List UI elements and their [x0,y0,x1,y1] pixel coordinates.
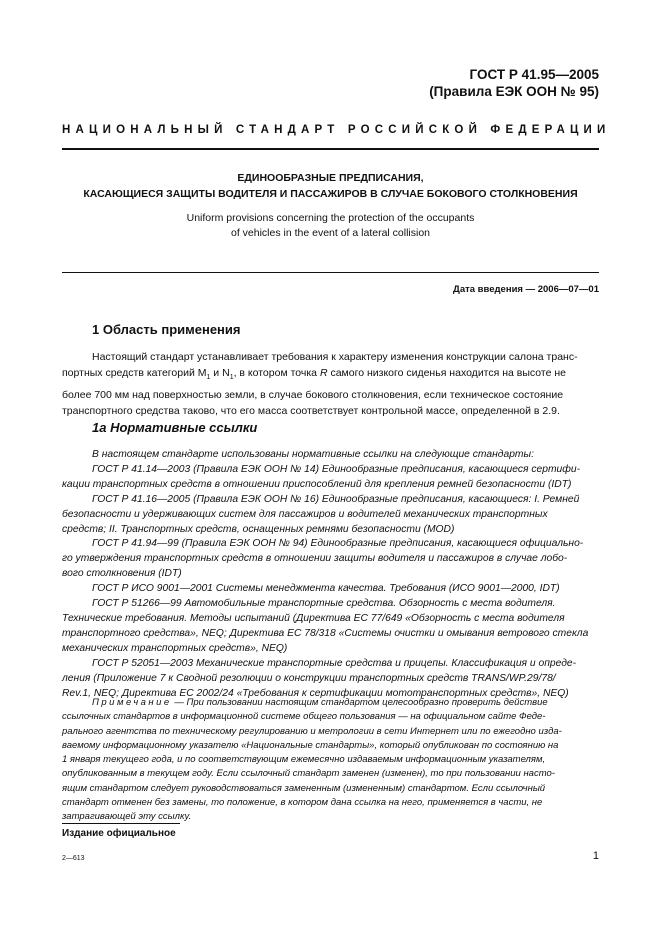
print-code: 2—613 [62,855,85,862]
title-en-line-2: of vehicles in the event of a lateral collision [230,227,431,239]
header-rule [62,148,599,150]
title-line-2: КАСАЮЩИЕСЯ ЗАЩИТЫ ВОДИТЕЛЯ И ПАССАЖИРОВ В СЛУЧАЕ БОКОВОГО СТОЛКНОВЕНИЯ [83,188,578,200]
title-ru [62,170,599,202]
section-1-paragraph: Настоящий стандарт устанавливает требования к характеру изменения конструкции салона транс- портных средств категорий $M_1$ и $N_1$, в котором точка R самого низкого сиденья находится на высоте не более 700 мм над поверхностью земли, в случае бокового столкновения, если техническое состояние транспортного средства таково, что его масса соответствует контрольной массе, определенной в 2.9. [62,351,578,417]
title-en [62,211,599,241]
reference-item: ГОСТ Р ИСО 9001—2001 Системы менеджмента качества. Требования (ИСО 9001—2000, IDT) [92,583,560,595]
note-label: Примечание [92,697,172,708]
reference-item: ГОСТ Р 51266—99 Автомобильные транспортные средства. Обзорность с места водителя. Технические требования. Методы испытаний (Директива ЕС 77/649 «Обзорность с места водителя транспортного средства», NEQ; Директива ЕС 78/318 «Системы очистки и омывания ветрового стекла механических транспортных средств», NEQ) [62,598,589,654]
regulation-code: (Правила ЕЭК ООН № 95) [429,84,599,99]
section-1-heading: 1 Область применения [92,322,241,337]
references-list [62,448,599,701]
title-rule [62,272,599,273]
national-standard-banner: НАЦИОНАЛЬНЫЙ СТАНДАРТ РОССИЙСКОЙ ФЕДЕРАЦИИ [62,124,611,136]
section-1a-heading: 1a Нормативные ссылки [92,420,258,435]
footer-rule [62,823,180,824]
reference-item: ГОСТ Р 41.94—99 (Правила ЕЭК ООН № 94) Единообразные предписания, касающиеся официально- го утверждения транспортных средств в отношении защиты водителя и пассажиров в случае лобо- вого столкновения (IDT) [62,538,584,580]
page-number: 1 [592,850,599,862]
references-intro: В настоящем стандарте использованы нормативные ссылки на следующие стандарты: [92,449,534,460]
standard-code: ГОСТ Р 41.95—2005 [469,67,599,82]
reference-item: ГОСТ Р 52051—2003 Механические транспортные средства и прицепы. Классификация и опреде- ления (Приложение 7 к Сводной резолюции о конструкции транспортных средств TRANS/WP.29/78/ Rev.1, NEQ; Директива ЕС 2002/24 «Требования к сертификации мототранспортных средств», NEQ) [62,657,577,699]
reference-item: ГОСТ Р 41.16—2005 (Правила ЕЭК ООН № 16) Единообразные предписания, касающиеся: I. Ремней безопасности и удерживающих систем для пассажиров и водителей механических транспортных средств; II. Транспортных средств, оснащенных ремнями безопасности (MOD) [62,493,580,535]
reference-item: ГОСТ Р 41.14—2003 (Правила ЕЭК ООН № 14) Единообразные предписания, касающиеся сертифи- кации транспортных средств в отношении приспособлений для крепления ремней безопасности (IDT) [62,463,581,490]
title-line-1: ЕДИНООБРАЗНЫЕ ПРЕДПИСАНИЯ, [237,172,424,184]
date-of-introduction: Дата введения — 2006—07—01 [453,284,599,295]
title-en-line-1: Uniform provisions concerning the protection of the occupants [186,212,475,224]
official-edition: Издание официальное [62,828,176,839]
note: Примечание — При пользовании настоящим стандартом целесообразно проверить действие ссылочных стандартов в информационной системе общего пользования — на официальном сайте Феде- рального агентства по техническому регулированию и метрологии в сети Интернет или по ежегодно изда- ваемому информационному указателю «Национальные стандарты», который опубликован по состоянию на 1 января текущего года, и по соответствующим ежемесячно издаваемым информационным указателям, опубликованным в текущем году. Если ссылочный стандарт заменен (изменен), то при пользовании насто- ящим стандартом следует руководствоваться замененным (измененным) стандартом. Если ссылочный стандарт отменен без замены, то положение, в котором дана ссылка на него, применяется в части, не затрагивающей эту ссылку. [62,697,562,823]
